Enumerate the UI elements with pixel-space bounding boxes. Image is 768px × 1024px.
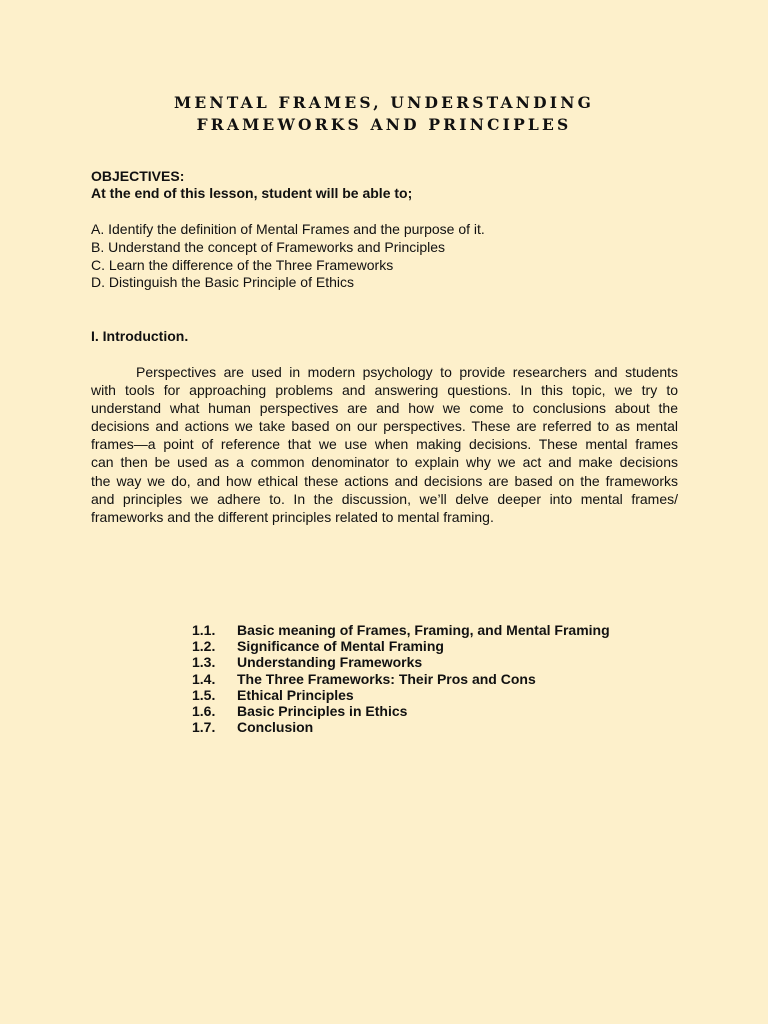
topic-item	[192, 687, 610, 703]
objective-item: A. Identify the definition of Mental Frames and the purpose of it.	[91, 221, 485, 237]
topic-label: Basic meaning of Frames, Framing, and Mental Framing	[237, 622, 610, 638]
paragraph-line: frameworks and the different principles related to mental framing.	[91, 508, 494, 525]
introduction-paragraph	[91, 363, 678, 526]
topic-number: 1.6.	[192, 703, 216, 720]
objectives-heading: OBJECTIVES:	[91, 168, 185, 184]
objectives-block	[91, 168, 412, 202]
topic-label: Significance of Mental Framing	[237, 638, 444, 655]
topic-item	[192, 638, 610, 654]
topic-label: Ethical Principles	[237, 686, 354, 703]
topic-number: 1.4.	[192, 670, 216, 687]
paragraph-line: and principles we adhere to. In the discussion, we’ll delve deeper into mental frames/	[91, 490, 678, 507]
objective-item: C. Learn the difference of the Three Frameworks	[91, 256, 394, 273]
topic-item	[192, 622, 610, 638]
title-line-1: MENTAL FRAMES, UNDERSTANDING	[173, 93, 595, 112]
paragraph-line: with tools for approaching problems and answering questions. In this topic, we try to	[91, 382, 678, 399]
topic-number: 1.3.	[192, 654, 216, 671]
title-line-2: FRAMEWORKS AND PRINCIPLES	[196, 115, 572, 134]
topic-number: 1.5.	[192, 686, 216, 703]
topics-list	[192, 622, 610, 735]
topic-number: 1.1.	[192, 622, 216, 638]
topic-item	[192, 719, 610, 735]
paragraph-line: frames—a point of reference that we use when making decisions. These mental frames	[91, 436, 678, 453]
topic-item	[192, 703, 610, 719]
introduction-heading: I. Introduction.	[91, 328, 189, 344]
paragraph-line: can then be used as a common denominator to explain why we act and make decisions	[91, 454, 678, 471]
topic-label: Conclusion	[237, 719, 314, 736]
paragraph-line: decisions and actions we take based on our perspectives. These are referred to as mental	[91, 418, 678, 435]
topic-item	[192, 671, 610, 687]
topic-item	[192, 654, 610, 670]
paragraph-line: understand what human perspectives are and how we come to conclusions about the	[91, 400, 678, 417]
objective-item: D. Distinguish the Basic Principle of Ethics	[91, 274, 354, 291]
objectives-list	[91, 221, 485, 292]
topic-label: Understanding Frameworks	[237, 654, 423, 671]
paragraph-line: Perspectives are used in modern psychology to provide researchers and students	[136, 364, 678, 380]
objective-item: B. Understand the concept of Frameworks and Principles	[91, 238, 446, 255]
document-title	[0, 92, 768, 136]
topic-label: Basic Principles in Ethics	[237, 703, 408, 720]
topic-number: 1.7.	[192, 719, 216, 736]
topic-number: 1.2.	[192, 638, 216, 655]
topic-label: The Three Frameworks: Their Pros and Cons	[237, 670, 536, 687]
objectives-lead: At the end of this lesson, student will be able to;	[91, 185, 413, 201]
paragraph-line: the way we do, and how ethical these actions and decisions are based on the frameworks	[91, 472, 678, 489]
